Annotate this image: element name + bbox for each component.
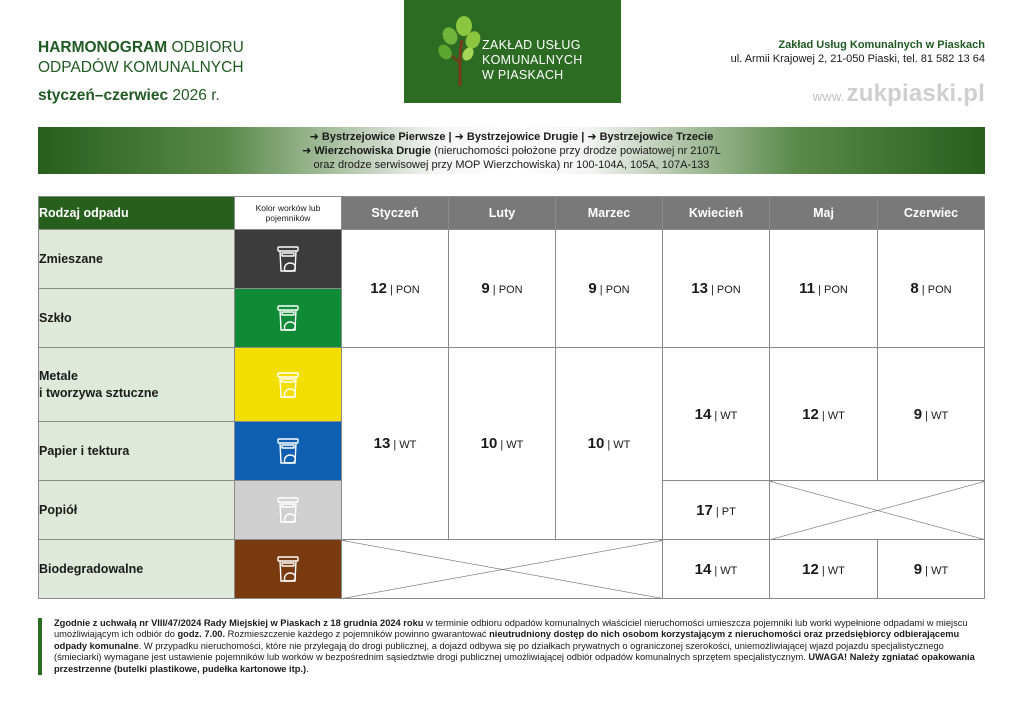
banner-line-3: oraz drodze serwisowej przy MOP Wierzchowiska) nr 100-104A, 105A, 107A-133 bbox=[313, 159, 710, 171]
bin-color-swatch bbox=[235, 230, 342, 289]
pickup-date: 9 | PON bbox=[449, 230, 556, 348]
banner-line-1: ➜ Bystrzejowice Pierwsze | ➜ Bystrzejowice Drugie | ➜ Bystrzejowice Trzecie bbox=[309, 131, 714, 143]
table-row bbox=[39, 540, 985, 599]
waste-type-mixed: Zmieszane bbox=[39, 230, 235, 289]
pickup-date: 12 | WT bbox=[770, 540, 878, 599]
pickup-date: 8 | PON bbox=[878, 230, 985, 348]
header-month-mar: Marzec bbox=[556, 197, 663, 230]
pickup-date: 13 | PON bbox=[663, 230, 770, 348]
schedule-title: HARMONOGRAM ODBIORU bbox=[38, 39, 244, 56]
company-info bbox=[731, 38, 985, 66]
waste-bin-icon bbox=[273, 370, 303, 400]
header-bin-color: Kolor worków lub pojemników bbox=[235, 197, 342, 230]
banner-line-2: ➜ Wierzchowiska Drugie (nieruchomości położone przy drodze powiatowej nr 2107L bbox=[302, 145, 721, 157]
bin-color-swatch bbox=[235, 481, 342, 540]
waste-bin-icon bbox=[273, 495, 303, 525]
schedule-period: styczeń–czerwiec 2026 r. bbox=[38, 87, 220, 104]
company-name: Zakład Usług Komunalnych w Piaskach bbox=[778, 39, 985, 51]
pickup-date: 11 | PON bbox=[770, 230, 878, 348]
bin-color-swatch bbox=[235, 348, 342, 422]
header-month-jan: Styczeń bbox=[342, 197, 449, 230]
waste-bin-icon bbox=[273, 244, 303, 274]
pickup-date: 9 | PON bbox=[556, 230, 663, 348]
pickup-date: 17 | PT bbox=[663, 481, 770, 540]
waste-bin-icon bbox=[273, 436, 303, 466]
website-link[interactable]: www.zukpiaski.pl bbox=[812, 80, 985, 107]
bin-color-swatch bbox=[235, 422, 342, 481]
waste-type-glass: Szkło bbox=[39, 289, 235, 348]
waste-type-metals-plastics: Metale i tworzywa sztuczne bbox=[39, 348, 235, 422]
header-month-feb: Luty bbox=[449, 197, 556, 230]
company-logo bbox=[404, 0, 621, 103]
table-row bbox=[39, 230, 985, 289]
localities-banner bbox=[38, 127, 985, 174]
pickup-date: 14 | WT bbox=[663, 540, 770, 599]
header-month-jun: Czerwiec bbox=[878, 197, 985, 230]
table-row bbox=[39, 348, 985, 422]
schedule-subtitle: ODPADÓW KOMUNALNYCH bbox=[38, 59, 244, 76]
pickup-date: 9 | WT bbox=[878, 540, 985, 599]
waste-type-ash: Popiół bbox=[39, 481, 235, 540]
company-address: ul. Armii Krajowej 2, 21-050 Piaski, tel. 81 582 13 64 bbox=[730, 53, 985, 65]
bin-color-swatch bbox=[235, 540, 342, 599]
no-pickup-cell bbox=[770, 481, 985, 540]
tree-logo-icon bbox=[438, 14, 482, 88]
waste-type-bio: Biodegradowalne bbox=[39, 540, 235, 599]
header-waste-type: Rodzaj odpadu bbox=[39, 197, 235, 230]
logo-text: ZAKŁAD USŁUG KOMUNALNYCH W PIASKACH bbox=[482, 38, 583, 82]
header-month-may: Maj bbox=[770, 197, 878, 230]
pickup-date: 9 | WT bbox=[878, 348, 985, 481]
waste-type-paper: Papier i tektura bbox=[39, 422, 235, 481]
pickup-date: 12 | PON bbox=[342, 230, 449, 348]
pickup-date: 10 | WT bbox=[449, 348, 556, 540]
table-header-row bbox=[39, 197, 985, 230]
pickup-date: 12 | WT bbox=[770, 348, 878, 481]
pickup-date: 13 | WT bbox=[342, 348, 449, 540]
bin-color-swatch bbox=[235, 289, 342, 348]
schedule-table bbox=[38, 196, 985, 599]
no-pickup-cell bbox=[342, 540, 663, 599]
pickup-date: 10 | WT bbox=[556, 348, 663, 540]
waste-bin-icon bbox=[273, 303, 303, 333]
pickup-date: 14 | WT bbox=[663, 348, 770, 481]
regulation-notes: Zgodnie z uchwałą nr VIII/47/2024 Rady Miejskiej w Piaskach z 18 grudnia 2024 roku w terminie odbioru odpadów komunalnych właściciel nieruchomości umieszcza pojemniki lub worki wypełnione odpadami w miejscu umożliwiającym ich odbiór do godz. 7.00. Rozmieszczenie każdego z pojemników powinno gwarantować nieutrudniony dostęp do nich osobom korzystającym z nieruchomości oraz przedsiębiorcy odbierającemu odpady komunalne. W przypadku nieruchomości, które nie przylegają do drogi publicznej, a dojazd odbywa się po działkach prywatnych o ograniczonej szerokości, uniemożliwiającej wjazd pojazdu specjalistycznego (śmieciarki) wymagane jest ustawienie pojemników lub worków w bezpośrednim sąsiedztwie drogi publicznej umożliwiającej odbiór odpadów komunalnych sprzętem specjalistycznym. UWAGA! Należy zgniatać opakowania przestrzenne (butelki plastikowe, pudełka kartonowe itp.). bbox=[38, 618, 985, 675]
header-month-apr: Kwiecień bbox=[663, 197, 770, 230]
waste-bin-icon bbox=[273, 554, 303, 584]
